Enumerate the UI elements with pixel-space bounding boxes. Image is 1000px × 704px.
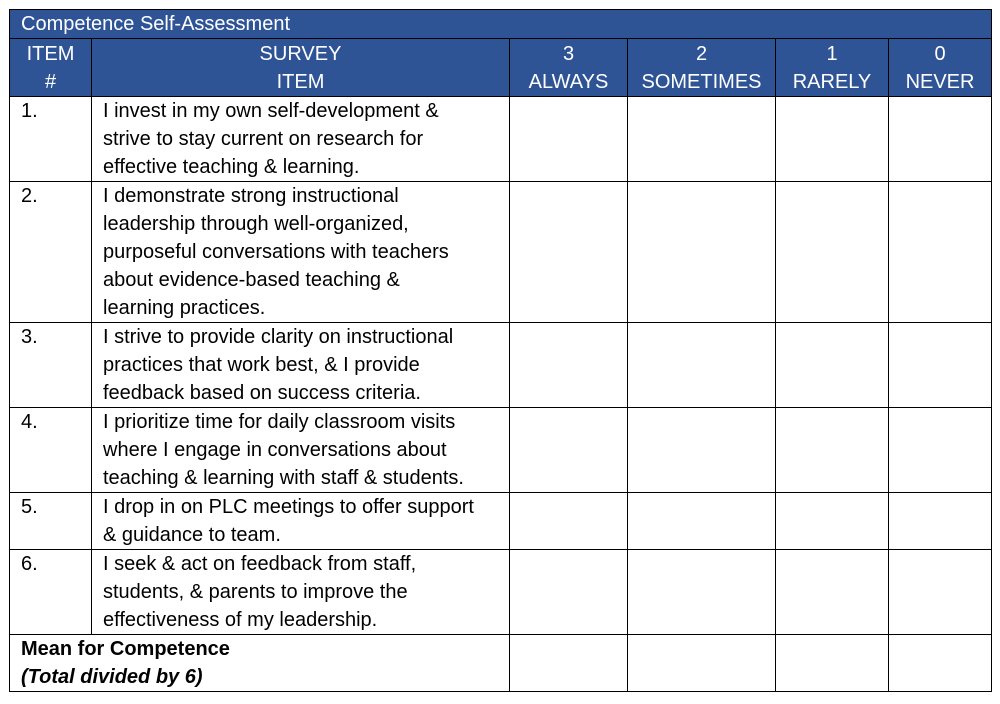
survey-item-line: feedback based on success criteria. (103, 382, 421, 404)
mean-label (10, 635, 510, 692)
survey-item-line: I prioritize time for daily classroom visits (103, 411, 456, 433)
survey-item-line: & guidance to team. (103, 524, 281, 546)
survey-item-line: I invest in my own self-development & (103, 100, 439, 122)
header-item-number-line1: ITEM (26, 42, 75, 65)
item-number: 3. (10, 323, 92, 408)
header-always-label: ALWAYS (528, 70, 609, 93)
survey-item-line: purposeful conversations with teachers (103, 241, 449, 263)
survey-item-line: learning practices. (103, 297, 266, 319)
survey-item-text (92, 323, 510, 408)
header-always-score: 3 (562, 42, 575, 65)
competence-self-assessment-sheet (9, 9, 991, 692)
table-title-row (10, 10, 992, 39)
table-row (10, 182, 992, 323)
table-row (10, 550, 992, 635)
mean-cell-rarely[interactable] (776, 635, 889, 692)
mean-label-subtitle: (Total divided by 6) (21, 666, 203, 688)
rating-cell-rarely[interactable] (776, 493, 889, 550)
header-never-label: NEVER (905, 70, 975, 93)
survey-item-line: leadership through well-organized, (103, 213, 409, 235)
survey-item-line: teaching & learning with staff & students. (103, 467, 464, 489)
rating-cell-rarely[interactable] (776, 408, 889, 493)
table-title: Competence Self-Assessment (10, 10, 992, 39)
survey-item-text (92, 550, 510, 635)
item-number: 2. (10, 182, 92, 323)
header-survey-item-line1: SURVEY (259, 42, 342, 65)
rating-cell-sometimes[interactable] (628, 493, 776, 550)
rating-cell-never[interactable] (889, 182, 992, 323)
table-row (10, 97, 992, 182)
survey-item-text (92, 493, 510, 550)
survey-item-line: I demonstrate strong instructional (103, 185, 399, 207)
mean-label-title: Mean for Competence (21, 638, 230, 660)
survey-item-line: effectiveness of my leadership. (103, 609, 378, 631)
rating-cell-always[interactable] (510, 493, 628, 550)
survey-item-line: practices that work best, & I provide (103, 354, 420, 376)
rating-cell-always[interactable] (510, 408, 628, 493)
header-rarely-label: RARELY (792, 70, 872, 93)
table-row (10, 323, 992, 408)
header-sometimes (628, 39, 776, 97)
rating-cell-always[interactable] (510, 97, 628, 182)
survey-item-line: I seek & act on feedback from staff, (103, 553, 417, 575)
survey-item-line: I drop in on PLC meetings to offer support (103, 496, 474, 518)
rating-cell-sometimes[interactable] (628, 182, 776, 323)
header-rarely-score: 1 (826, 42, 838, 65)
mean-row (10, 635, 992, 692)
survey-item-text (92, 97, 510, 182)
table-row (10, 493, 992, 550)
header-survey-item-line2: ITEM (276, 70, 325, 93)
table-header-row (10, 39, 992, 97)
rating-cell-always[interactable] (510, 323, 628, 408)
item-number: 4. (10, 408, 92, 493)
rating-cell-rarely[interactable] (776, 97, 889, 182)
rating-cell-never[interactable] (889, 97, 992, 182)
rating-cell-rarely[interactable] (776, 550, 889, 635)
header-sometimes-score: 2 (695, 42, 708, 65)
header-sometimes-label: SOMETIMES (641, 70, 762, 93)
survey-item-text (92, 408, 510, 493)
item-number: 5. (10, 493, 92, 550)
header-always (510, 39, 628, 97)
mean-cell-always[interactable] (510, 635, 628, 692)
mean-cell-sometimes[interactable] (628, 635, 776, 692)
survey-item-line: I strive to provide clarity on instructional (103, 326, 454, 348)
header-survey-item (92, 39, 510, 97)
header-rarely (776, 39, 889, 97)
mean-cell-never[interactable] (889, 635, 992, 692)
rating-cell-sometimes[interactable] (628, 323, 776, 408)
header-never-score: 0 (934, 42, 946, 65)
survey-item-line: students, & parents to improve the (103, 581, 408, 603)
item-number: 1. (10, 97, 92, 182)
rating-cell-never[interactable] (889, 550, 992, 635)
survey-item-line: about evidence-based teaching & (103, 269, 400, 291)
rating-cell-sometimes[interactable] (628, 408, 776, 493)
rating-cell-rarely[interactable] (776, 323, 889, 408)
rating-cell-sometimes[interactable] (628, 550, 776, 635)
rating-cell-never[interactable] (889, 493, 992, 550)
header-item-number (10, 39, 92, 97)
survey-item-text (92, 182, 510, 323)
rating-cell-rarely[interactable] (776, 182, 889, 323)
table-row (10, 408, 992, 493)
survey-item-line: effective teaching & learning. (103, 156, 360, 178)
header-item-number-line2: # (44, 70, 57, 93)
rating-cell-always[interactable] (510, 182, 628, 323)
rating-cell-never[interactable] (889, 408, 992, 493)
survey-item-line: strive to stay current on research for (103, 128, 424, 150)
item-number: 6. (10, 550, 92, 635)
rating-cell-sometimes[interactable] (628, 97, 776, 182)
rating-cell-always[interactable] (510, 550, 628, 635)
survey-item-line: where I engage in conversations about (103, 439, 447, 461)
header-never (889, 39, 992, 97)
rating-cell-never[interactable] (889, 323, 992, 408)
self-assessment-table (9, 9, 992, 692)
